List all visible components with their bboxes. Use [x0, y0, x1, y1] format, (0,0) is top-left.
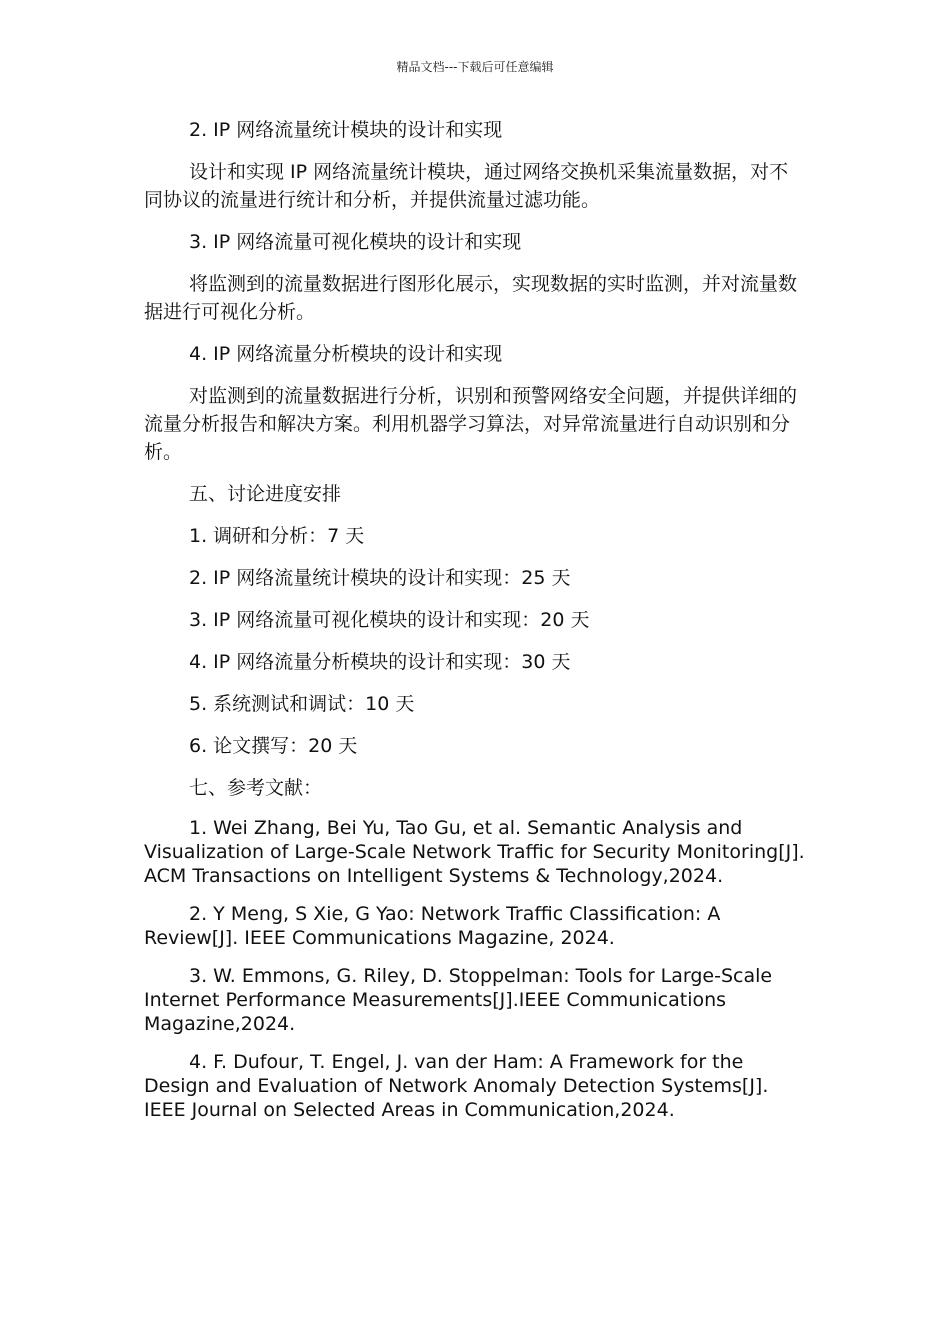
schedule-item: 2. IP 网络流量统计模块的设计和实现：25 天 — [189, 567, 571, 589]
schedule-item: 3. IP 网络流量可视化模块的设计和实现：20 天 — [189, 609, 590, 631]
references-heading: 七、参考文献： — [189, 777, 323, 799]
section-heading-visualization-module: 3. IP 网络流量可视化模块的设计和实现 — [189, 231, 522, 253]
reference-item: 2. Y Meng, S Xie, G Yao: Network Traffic Classification: A Review[J]. IEEE Communications Magazine, 2024. — [144, 903, 721, 949]
schedule-item: 4. IP 网络流量分析模块的设计和实现：30 天 — [189, 651, 571, 673]
reference-item: 1. Wei Zhang, Bei Yu, Tao Gu, et al. Semantic Analysis and Visualization of Large-Scale Network Traffic for Security Monitoring[J]. ACM Transactions on Intelligent Systems & Technology,2024. — [144, 817, 805, 887]
schedule-heading: 五、讨论进度安排 — [189, 483, 342, 505]
reference-item: 3. W. Emmons, G. Riley, D. Stoppelman: Tools for Large-Scale Internet Performance Measurements[J].IEEE Communications Magazine,2024. — [144, 965, 773, 1035]
schedule-item: 6. 论文撰写：20 天 — [189, 735, 358, 757]
schedule-item: 5. 系统测试和调试：10 天 — [189, 693, 415, 715]
page-header: 精品文档---下载后可任意编辑 — [396, 60, 554, 74]
schedule-item: 1. 调研和分析：7 天 — [189, 525, 365, 547]
reference-item: 4. F. Dufour, T. Engel, J. van der Ham: A Framework for the Design and Evaluation of Network Anomaly Detection Systems[J]. IEEE Journal on Selected Areas in Communication,2024. — [144, 1051, 769, 1121]
section-heading-statistics-module: 2. IP 网络流量统计模块的设计和实现 — [189, 119, 503, 141]
statistics-module-description: 设计和实现 IP 网络流量统计模块，通过网络交换机采集流量数据，对不同协议的流量进行统计和分析，并提供流量过滤功能。 — [144, 161, 789, 211]
visualization-module-description: 将监测到的流量数据进行图形化展示，实现数据的实时监测，并对流量数据进行可视化分析。 — [144, 273, 798, 323]
document-body — [144, 116, 806, 1136]
section-heading-analysis-module: 4. IP 网络流量分析模块的设计和实现 — [189, 343, 503, 365]
analysis-module-description: 对监测到的流量数据进行分析，识别和预警网络安全问题，并提供详细的流量分析报告和解决方案。利用机器学习算法，对异常流量进行自动识别和分析。 — [144, 385, 798, 463]
